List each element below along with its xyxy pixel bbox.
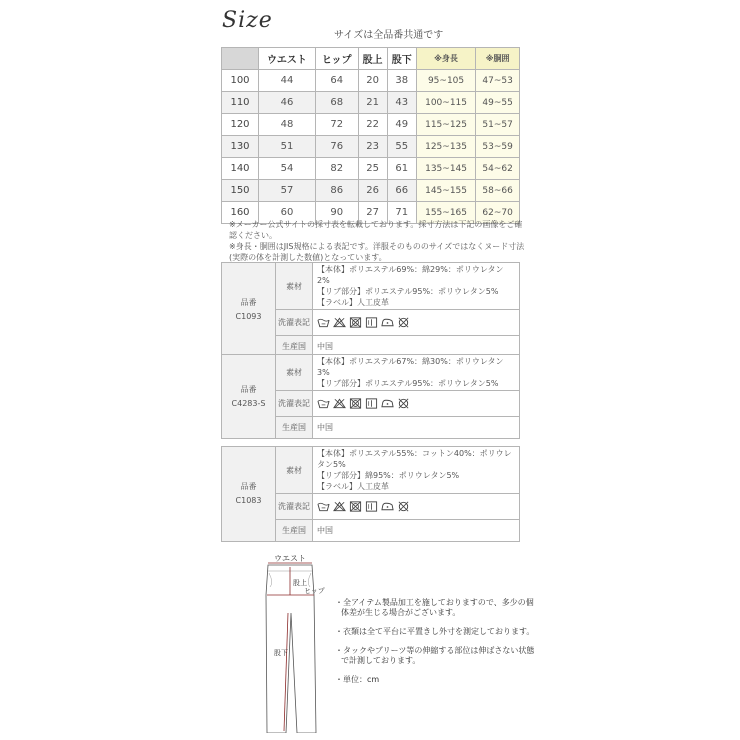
note-item: ・衣類は全て平台に平置きし外寸を測定しております。 [335, 627, 535, 636]
table-cell: 46 [259, 92, 316, 114]
table-cell: 100~115 [416, 92, 476, 114]
waist-label: ウエスト [274, 555, 306, 563]
table-cell: 22 [358, 114, 387, 136]
note-item: ・単位：cm [335, 675, 380, 684]
note-item: ・タックやプリーツ等の伸縮する部位は伸ばさない状態で計測しております。 [335, 646, 535, 665]
part-number-label: 品番 [240, 384, 257, 394]
material-row [222, 263, 520, 310]
table-cell: 145~155 [416, 180, 476, 202]
no-tumble-dry-icon [349, 317, 362, 328]
size-title: Size [222, 8, 273, 33]
table-cell: 64 [315, 70, 358, 92]
table-row [222, 92, 520, 114]
table-cell: 72 [315, 114, 358, 136]
size-cell: 130 [222, 136, 259, 158]
size-cell: 100 [222, 70, 259, 92]
material-label: 素材 [276, 355, 313, 391]
no-bleach-icon [333, 317, 346, 328]
no-dry-clean-icon [397, 398, 410, 409]
column-header-waist-girth: ※胴囲 [476, 48, 520, 70]
washing-label: 洗濯表記 [276, 494, 313, 520]
material-label: 素材 [276, 263, 313, 310]
wash-40-icon [317, 398, 330, 409]
size-table-header-row [222, 48, 520, 70]
table-cell: 48 [259, 114, 316, 136]
washing-label: 洗濯表記 [276, 310, 313, 336]
iron-low-icon [381, 398, 394, 409]
table-cell: 38 [387, 70, 416, 92]
table-cell: 20 [358, 70, 387, 92]
table-cell: 66 [387, 180, 416, 202]
material-line: 【本体】ポリエステル69%：綿29%：ポリウレタン2% [317, 265, 504, 285]
origin-value: 中国 [313, 417, 520, 439]
table-cell: 115~125 [416, 114, 476, 136]
column-header-inseam: 股下 [387, 48, 416, 70]
pants-measurement-diagram [250, 555, 340, 733]
origin-label: 生産国 [276, 336, 313, 358]
table-cell: 60 [259, 202, 316, 224]
material-value [313, 263, 520, 310]
no-tumble-dry-icon [349, 398, 362, 409]
size-cell: 150 [222, 180, 259, 202]
material-row [222, 447, 520, 494]
part-number-label: 品番 [240, 298, 257, 307]
hang-dry-icon [365, 501, 378, 512]
part-number-cell [222, 447, 276, 542]
hip-label: ヒップ [304, 587, 325, 595]
table-cell: 155~165 [416, 202, 476, 224]
table-cell: 27 [358, 202, 387, 224]
rise-label: 股上 [293, 579, 307, 587]
material-line: 【リブ部分】ポリエステル95%：ポリウレタン5% [317, 287, 499, 296]
no-bleach-icon [333, 501, 346, 512]
part-number-code: C1083 [235, 496, 262, 505]
table-cell: 55 [387, 136, 416, 158]
size-cell: 160 [222, 202, 259, 224]
table-cell: 54~62 [476, 158, 520, 180]
footnote-source: ※メーカー公式サイトの採寸表を転載しております。採寸方法は下記の画像をご確認ください。 [229, 220, 523, 240]
table-cell: 43 [387, 92, 416, 114]
size-footnotes [229, 219, 529, 263]
hang-dry-icon [365, 398, 378, 409]
material-row [222, 355, 520, 391]
material-value [313, 355, 520, 391]
wash-40-icon [317, 317, 330, 328]
material-line: 【本体】ポリエステル67%：綿30%：ポリウレタン3% [317, 357, 504, 377]
column-header-hip: ヒップ [315, 48, 358, 70]
material-line: 【リブ部分】綿95%：ポリウレタン5% [317, 471, 460, 480]
table-cell: 86 [315, 180, 358, 202]
part-number-label: 品番 [240, 482, 257, 491]
iron-low-icon [381, 501, 394, 512]
material-label: 素材 [276, 447, 313, 494]
part-number-cell [222, 263, 276, 358]
iron-low-icon [381, 317, 394, 328]
column-header-rise: 股上 [358, 48, 387, 70]
measurement-notes [335, 598, 535, 694]
care-icons [313, 494, 520, 520]
table-cell: 90 [315, 202, 358, 224]
table-cell: 135~145 [416, 158, 476, 180]
size-cell: 120 [222, 114, 259, 136]
care-icons [313, 310, 520, 336]
table-cell: 71 [387, 202, 416, 224]
origin-label: 生産国 [276, 417, 313, 439]
table-cell: 47~53 [476, 70, 520, 92]
table-cell: 58~66 [476, 180, 520, 202]
product-spec-c1083 [221, 446, 520, 542]
table-cell: 51~57 [476, 114, 520, 136]
table-cell: 23 [358, 136, 387, 158]
material-value [313, 447, 520, 494]
table-cell: 44 [259, 70, 316, 92]
wash-40-icon [317, 501, 330, 512]
product-spec-c4283-s [221, 354, 520, 439]
origin-value: 中国 [313, 520, 520, 542]
table-cell: 51 [259, 136, 316, 158]
table-row [222, 158, 520, 180]
part-number-cell [222, 355, 276, 439]
table-cell: 49 [387, 114, 416, 136]
part-number-code: C1093 [235, 312, 262, 321]
material-line: 【ラベル】人工皮革 [317, 298, 389, 307]
table-cell: 95~105 [416, 70, 476, 92]
table-cell: 53~59 [476, 136, 520, 158]
part-number-code: C4283-S [231, 398, 266, 408]
size-cell: 140 [222, 158, 259, 180]
size-cell: 110 [222, 92, 259, 114]
footnote-jis: ※身長・胴囲はJIS規格による表記です。洋服そのもののサイズではなくヌード寸法(実際の体を計測した数値)となっています。 [229, 242, 525, 262]
note-item: ・全アイテム製品加工を施しておりますので、多少の個体差が生じる場合がございます。 [335, 598, 534, 617]
inseam-label: 股下 [274, 649, 288, 657]
no-dry-clean-icon [397, 317, 410, 328]
size-table [221, 47, 520, 224]
origin-value: 中国 [313, 336, 520, 358]
no-bleach-icon [333, 398, 346, 409]
table-cell: 57 [259, 180, 316, 202]
table-cell: 49~55 [476, 92, 520, 114]
table-cell: 25 [358, 158, 387, 180]
table-row [222, 114, 520, 136]
no-dry-clean-icon [397, 501, 410, 512]
material-line: 【ラベル】人工皮革 [317, 482, 389, 491]
table-row [222, 70, 520, 92]
material-line: 【本体】ポリエステル55%：コットン40%：ポリウレタン5% [317, 449, 512, 469]
origin-label: 生産国 [276, 520, 313, 542]
hang-dry-icon [365, 317, 378, 328]
table-cell: 61 [387, 158, 416, 180]
size-common-note: サイズは全品番共通です [334, 30, 444, 41]
table-cell: 54 [259, 158, 316, 180]
care-icons [313, 391, 520, 417]
table-cell: 21 [358, 92, 387, 114]
column-header-height: ※身長 [416, 48, 476, 70]
no-tumble-dry-icon [349, 501, 362, 512]
washing-label: 洗濯表記 [276, 391, 313, 417]
table-row [222, 180, 520, 202]
table-cell: 26 [358, 180, 387, 202]
table-cell: 62~70 [476, 202, 520, 224]
table-cell: 76 [315, 136, 358, 158]
table-cell: 82 [315, 158, 358, 180]
table-cell: 125~135 [416, 136, 476, 158]
size-table-corner [222, 48, 259, 70]
table-row [222, 136, 520, 158]
material-line: 【リブ部分】ポリエステル95%：ポリウレタン5% [317, 379, 499, 388]
table-cell: 68 [315, 92, 358, 114]
column-header-waist: ウエスト [259, 48, 316, 70]
product-spec-c1093 [221, 262, 520, 358]
